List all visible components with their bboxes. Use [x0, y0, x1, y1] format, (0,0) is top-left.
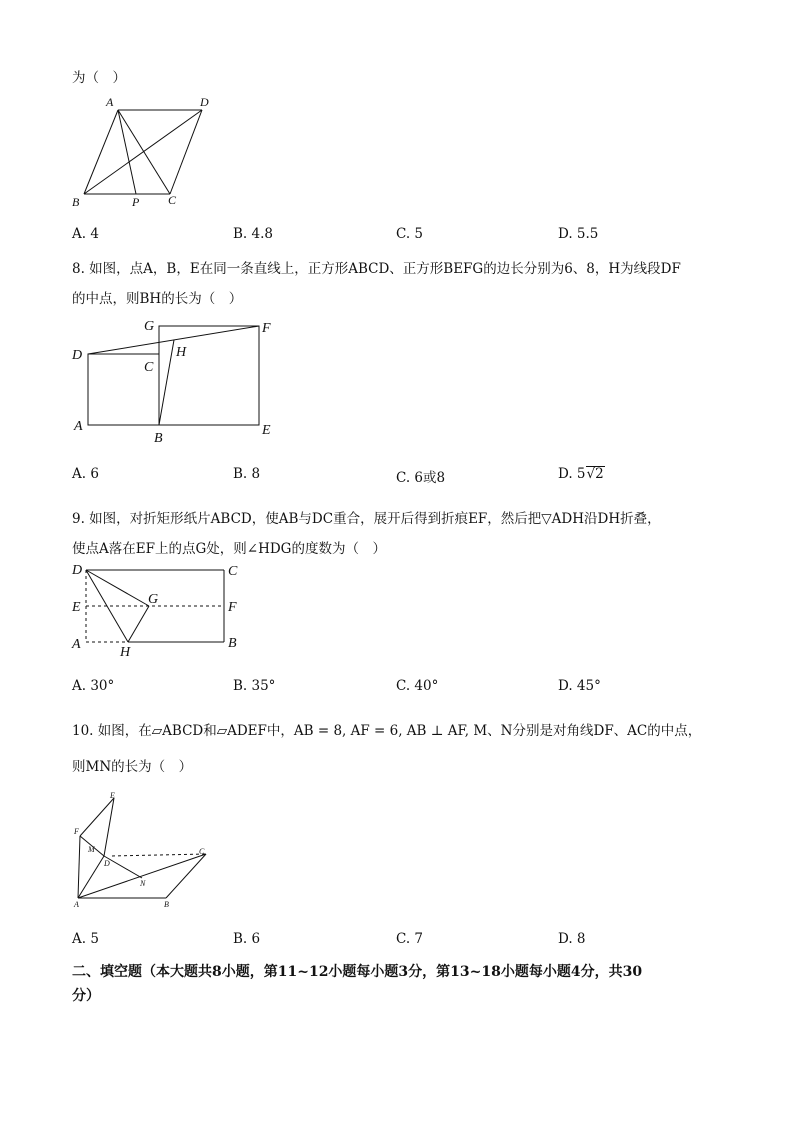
- q7-option-a: A. 4: [72, 226, 99, 242]
- q9-label-g: G: [148, 592, 159, 607]
- q10-stem-line2: 则MN的长为（ ）: [72, 759, 193, 775]
- q8-option-d-radical: √2: [586, 466, 604, 482]
- q8-label-c: C: [144, 360, 154, 375]
- q9-stem-line1: 9. 如图，对折矩形纸片ABCD，使AB与DC重合，展开后得到折痕EF，然后把▽ADH沿DH折叠，: [72, 511, 661, 527]
- q10-figure: [66, 786, 226, 914]
- q9-label-d: D: [72, 563, 83, 578]
- q9-stem-line2: 使点A落在EF上的点G处，则∠HDG的度数为（ ）: [72, 541, 386, 557]
- q9-label-b: B: [228, 636, 237, 651]
- q10-label-c: C: [199, 847, 205, 856]
- q7-label-a: A: [106, 95, 114, 109]
- q7-label-p: P: [132, 195, 140, 209]
- q9-option-b: B. 35°: [233, 678, 276, 694]
- q7-tail: 为（ ）: [72, 70, 126, 86]
- q10-label-m: M: [88, 845, 95, 854]
- q8-label-g: G: [144, 319, 155, 334]
- q7-option-d: D. 5.5: [558, 226, 599, 242]
- q7-label-c: C: [168, 193, 177, 207]
- q10-option-c: C. 7: [396, 931, 424, 947]
- q9-label-c: C: [228, 564, 238, 579]
- q7-option-b: B. 4.8: [233, 226, 273, 242]
- q10-label-b: B: [164, 900, 169, 909]
- q8-option-a: A. 6: [72, 466, 99, 482]
- q8-figure: [70, 316, 280, 448]
- q9-label-h: H: [120, 645, 131, 660]
- q10-option-a: A. 5: [72, 931, 99, 947]
- q8-option-c: C. 6或8: [396, 470, 446, 486]
- q9-label-a: A: [72, 637, 81, 652]
- q9-figure: [68, 560, 248, 660]
- q8-option-d: [558, 466, 605, 482]
- q10-label-f: F: [74, 827, 79, 836]
- q8-label-d: D: [72, 348, 83, 363]
- q7-label-b: B: [72, 195, 80, 209]
- q7-label-d: D: [200, 95, 209, 109]
- q8-option-d-radicand: 2: [595, 466, 604, 482]
- q8-label-e: E: [262, 423, 271, 438]
- q7-option-c: C. 5: [396, 226, 424, 242]
- q8-label-h: H: [176, 345, 187, 360]
- q9-option-c: C. 40°: [396, 678, 439, 694]
- section2-heading-line1: 二、填空题（本大题共8小题，第11~12小题每小题3分，第13~18小题每小题4分，共30: [72, 964, 643, 980]
- section2-heading-line2: 分）: [72, 988, 100, 1004]
- q10-label-n: N: [140, 879, 146, 888]
- q8-stem-line2: 的中点，则BH的长为（ ）: [72, 291, 243, 307]
- q9-label-e: E: [72, 600, 81, 615]
- q9-label-f: F: [228, 600, 237, 615]
- q10-label-e: E: [110, 791, 115, 800]
- q8-option-b: B. 8: [233, 466, 261, 482]
- q10-option-b: B. 6: [233, 931, 261, 947]
- q7-figure: [66, 92, 226, 214]
- q8-option-d-prefix: D. 5: [558, 466, 586, 482]
- q8-stem-line1: 8. 如图，点A，B，E在同一条直线上，正方形ABCD、正方形BEFG的边长分别为6、8，H为线段DF: [72, 261, 681, 277]
- q8-label-a: A: [74, 419, 83, 434]
- q10-label-d: D: [104, 859, 110, 868]
- q9-option-a: A. 30°: [72, 678, 115, 694]
- q10-option-d: D. 8: [558, 931, 586, 947]
- q10-stem-line1: 10. 如图，在▱ABCD和▱ADEF中，AB = 8, AF = 6, AB ⊥ AF, M、N分别是对角线DF、AC的中点，: [72, 723, 702, 739]
- q9-option-d: D. 45°: [558, 678, 601, 694]
- q8-label-b: B: [154, 431, 163, 446]
- q10-label-a: A: [74, 900, 79, 909]
- q8-label-f: F: [262, 321, 271, 336]
